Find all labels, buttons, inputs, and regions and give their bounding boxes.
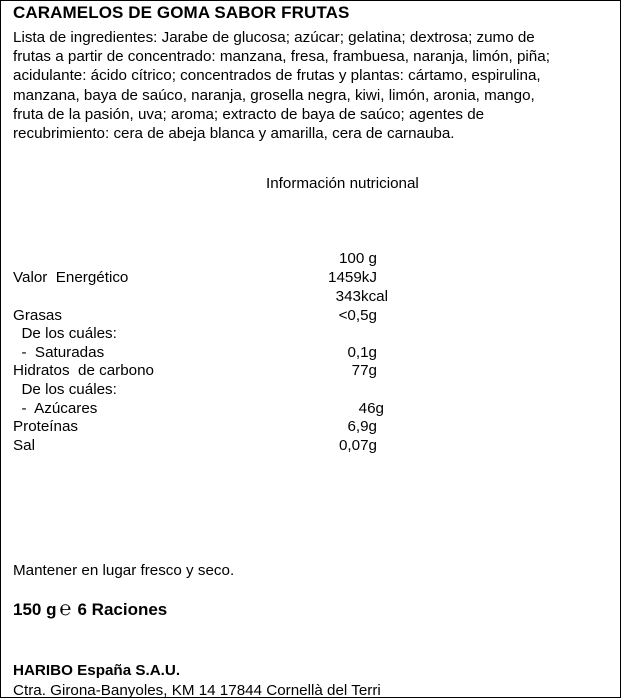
ingredients-line: manzana, baya de saúco, naranja, grosella negra, kiwi, limón, aronia, mango, bbox=[13, 86, 535, 104]
storage-instructions: Mantener en lugar fresco y seco. bbox=[13, 562, 235, 579]
nutrition-label-of-which: De los cuáles: bbox=[13, 325, 117, 342]
servings: 6 Raciones bbox=[77, 600, 168, 619]
nutrition-value-saturates: 0,1g bbox=[347, 344, 377, 361]
ingredients-list bbox=[13, 28, 613, 143]
manufacturer-name: HARIBO España S.A.U. bbox=[13, 662, 181, 679]
nutrition-label-fat: Grasas bbox=[13, 307, 62, 324]
estimated-sign-icon: ℮ bbox=[59, 597, 72, 620]
nutrition-value-carbohydrates: 77g bbox=[351, 362, 377, 379]
nutrition-value-fat: <0,5g bbox=[338, 307, 377, 324]
nutrition-label-sugars: - Azúcares bbox=[13, 400, 98, 417]
nutrition-per-header: 100 g bbox=[338, 250, 377, 267]
nutrition-value-protein: 6,9g bbox=[347, 418, 377, 435]
nutrition-label-carbohydrates: Hidratos de carbono bbox=[13, 362, 154, 379]
ingredients-line: acidulante: ácido cítrico; concentrados de frutas y plantas: cártamo, espirulina, bbox=[13, 67, 541, 85]
nutrition-label-protein: Proteínas bbox=[13, 418, 79, 435]
nutrition-value-energy-kcal: 343kcal bbox=[335, 288, 388, 305]
nutrition-value-salt: 0,07g bbox=[338, 437, 377, 454]
ingredients-line: fruta de la pasión, uva; aroma; extracto de baya de saúco; agentes de bbox=[13, 105, 485, 123]
net-weight: 150 g bbox=[13, 600, 57, 619]
ingredients-line: frutas a partir de concentrado: manzana, fresa, frambuesa, naranja, limón, piña; bbox=[13, 48, 550, 66]
ingredients-line: recubrimiento: cera de abeja blanca y amarilla, cera de carnauba. bbox=[13, 125, 455, 143]
nutrition-label-saturates: - Saturadas bbox=[13, 344, 105, 361]
manufacturer-address: Ctra. Girona-Banyoles, KM 14 17844 Cornellà del Terri bbox=[13, 682, 381, 699]
ingredients-line: Lista de ingredientes: Jarabe de glucosa; azúcar; gelatina; dextrosa; zumo de bbox=[13, 29, 535, 46]
nutrition-value-sugars: 46g bbox=[358, 400, 384, 417]
nutrition-label-energy: Valor Energético bbox=[13, 269, 129, 286]
net-quantity bbox=[13, 597, 168, 620]
nutrition-value-energy-kj: 1459kJ bbox=[328, 269, 377, 286]
product-title: CARAMELOS DE GOMA SABOR FRUTAS bbox=[13, 3, 350, 22]
nutrition-label-salt: Sal bbox=[13, 437, 35, 454]
nutrition-title: Información nutricional bbox=[266, 175, 419, 192]
nutrition-label-of-which: De los cuáles: bbox=[13, 381, 117, 398]
